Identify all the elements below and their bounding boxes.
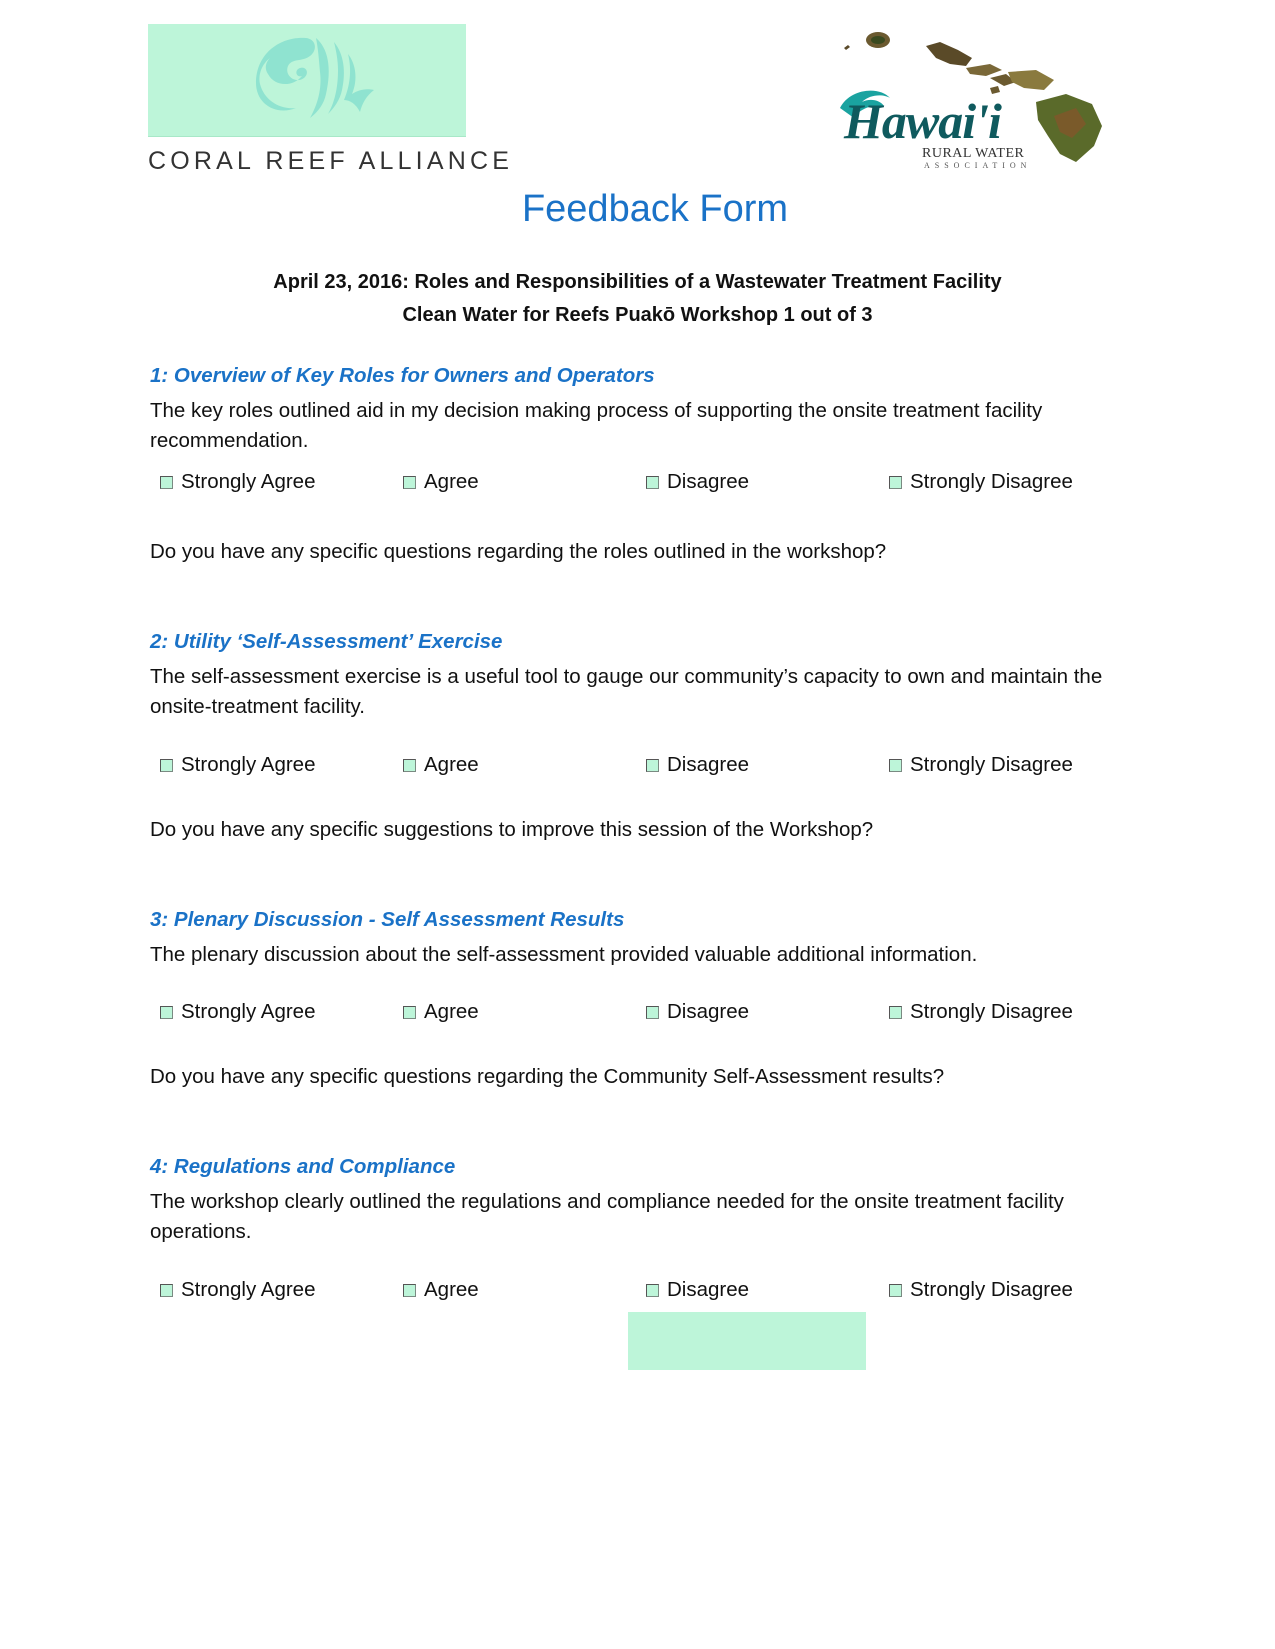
checkbox-icon[interactable] — [646, 476, 659, 489]
section-3-question: Do you have any specific questions regarding the Community Self-Assessment results? — [150, 1065, 945, 1088]
checkbox-icon[interactable] — [403, 1006, 416, 1019]
checkbox-icon[interactable] — [403, 1284, 416, 1297]
checkbox-icon[interactable] — [889, 1006, 902, 1019]
section-4-statement: The workshop clearly outlined the regulations and compliance needed for the onsite treatment facility operations. — [150, 1190, 1064, 1243]
option-label: Disagree — [667, 753, 750, 776]
option-label: Strongly Agree — [181, 1278, 316, 1301]
checkbox-icon[interactable] — [160, 476, 173, 489]
option-label: Agree — [424, 470, 479, 493]
checkbox-icon[interactable] — [889, 1284, 902, 1297]
fish-icon — [236, 28, 386, 128]
option-label: Agree — [424, 1278, 479, 1301]
section-1-heading: 1: Overview of Key Roles for Owners and Operators — [150, 364, 655, 387]
workshop-date-title: April 23, 2016: Roles and Responsibilities of a Wastewater Treatment Facility — [273, 271, 1002, 293]
option-label: Strongly Disagree — [910, 753, 1073, 776]
rating-option-disagree[interactable] — [646, 753, 749, 777]
checkbox-icon[interactable] — [403, 476, 416, 489]
rating-option-disagree[interactable] — [646, 1278, 749, 1302]
section-2-statement: The self-assessment exercise is a useful tool to gauge our community’s capacity to own and maintain the onsite-treatment facility. — [150, 665, 1103, 718]
rating-option-strongly-disagree[interactable] — [889, 1278, 1073, 1302]
checkbox-icon[interactable] — [403, 759, 416, 772]
checkbox-icon[interactable] — [646, 1006, 659, 1019]
rating-option-strongly-agree[interactable] — [160, 1278, 315, 1302]
rating-option-agree[interactable] — [403, 753, 479, 777]
option-label: Strongly Agree — [181, 1000, 316, 1023]
checkbox-icon[interactable] — [889, 476, 902, 489]
checkbox-icon[interactable] — [889, 759, 902, 772]
section-1-question: Do you have any specific questions regarding the roles outlined in the workshop? — [150, 540, 887, 563]
rating-option-agree[interactable] — [403, 1000, 479, 1024]
rating-option-strongly-agree[interactable] — [160, 470, 315, 494]
section-3-rating — [160, 1000, 1130, 1026]
hawaii-rural-water-logo — [840, 28, 1110, 174]
rating-option-disagree[interactable] — [646, 470, 749, 494]
rating-option-disagree[interactable] — [646, 1000, 749, 1024]
checkbox-icon[interactable] — [646, 759, 659, 772]
section-4-heading: 4: Regulations and Compliance — [150, 1155, 456, 1178]
section-2-heading: 2: Utility ‘Self-Assessment’ Exercise — [150, 630, 503, 653]
option-label: Disagree — [667, 1278, 750, 1301]
rating-option-agree[interactable] — [403, 1278, 479, 1302]
coral-reef-alliance-logo — [148, 24, 514, 176]
hawaii-wordmark: Hawai'i — [844, 93, 1001, 149]
option-label: Agree — [424, 753, 479, 776]
association-text: ASSOCIATION — [924, 161, 1032, 170]
option-label: Disagree — [667, 1000, 750, 1023]
section-1-statement: The key roles outlined aid in my decision making process of supporting the onsite treatment facility recommendation. — [150, 399, 1043, 452]
rating-option-strongly-disagree[interactable] — [889, 1000, 1073, 1024]
section-2-question: Do you have any specific suggestions to improve this session of the Workshop? — [150, 818, 874, 841]
rating-option-agree[interactable] — [403, 470, 479, 494]
section-1-rating — [160, 470, 1130, 496]
section-2-rating — [160, 753, 1130, 779]
checkbox-icon[interactable] — [160, 759, 173, 772]
option-label: Agree — [424, 1000, 479, 1023]
option-label: Strongly Disagree — [910, 470, 1073, 493]
option-label: Strongly Agree — [181, 470, 316, 493]
checkbox-icon[interactable] — [646, 1284, 659, 1297]
option-label: Strongly Agree — [181, 753, 316, 776]
page-title: Feedback Form — [521, 188, 789, 230]
section-3-statement: The plenary discussion about the self-assessment provided valuable additional information. — [150, 943, 978, 966]
rating-option-strongly-agree[interactable] — [160, 753, 315, 777]
rural-water-text: RURAL WATER — [922, 146, 1025, 161]
logo-mark — [148, 24, 466, 137]
form-field-highlight[interactable] — [628, 1312, 866, 1370]
rating-option-strongly-disagree[interactable] — [889, 753, 1073, 777]
option-label: Strongly Disagree — [910, 1278, 1073, 1301]
logo-wordmark: CORAL REEF ALLIANCE — [148, 147, 514, 175]
rating-option-strongly-agree[interactable] — [160, 1000, 315, 1024]
rating-option-strongly-disagree[interactable] — [889, 470, 1073, 494]
option-label: Disagree — [667, 470, 750, 493]
section-4-rating — [160, 1278, 1130, 1304]
option-label: Strongly Disagree — [910, 1000, 1073, 1023]
workshop-series-title: Clean Water for Reefs Puakō Workshop 1 out of 3 — [402, 304, 873, 326]
section-3-heading: 3: Plenary Discussion - Self Assessment Results — [150, 908, 625, 931]
checkbox-icon[interactable] — [160, 1006, 173, 1019]
checkbox-icon[interactable] — [160, 1284, 173, 1297]
